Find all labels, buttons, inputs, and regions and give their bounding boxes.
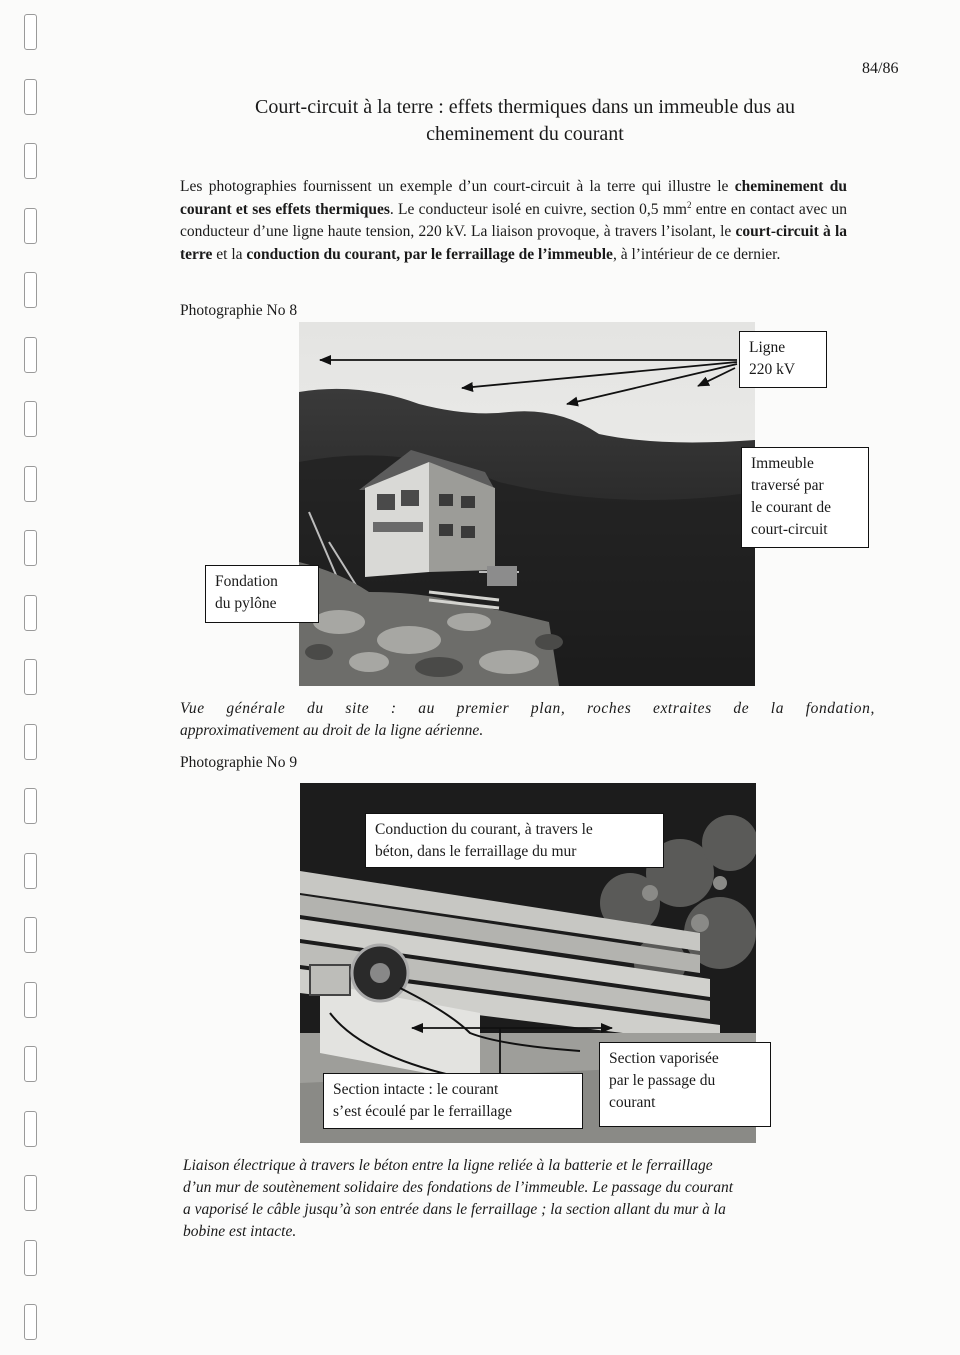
title-line-1: Court-circuit à la terre : effets thermiques dans un immeuble dus au bbox=[254, 96, 796, 118]
callout-vaporized-text-3: courant bbox=[609, 1094, 656, 1111]
callout-building-text-4: court-circuit bbox=[751, 521, 828, 538]
binder-ring bbox=[24, 1111, 37, 1147]
intro-text-4: et la bbox=[212, 245, 247, 263]
photo9-caption-line-4: bobine est intacte. bbox=[183, 1223, 297, 1240]
callout-vaporized-section bbox=[599, 1042, 771, 1127]
binder-ring bbox=[24, 143, 37, 179]
binder-ring bbox=[24, 982, 37, 1018]
callout-intact-text-1: Section intacte : le courant bbox=[333, 1081, 499, 1098]
binder-ring bbox=[24, 788, 37, 824]
page-title bbox=[180, 94, 870, 148]
binder-ring bbox=[24, 853, 37, 889]
binder-ring bbox=[24, 208, 37, 244]
callout-line-220kv bbox=[739, 331, 827, 388]
callout-vaporized-text-1: Section vaporisée bbox=[609, 1050, 719, 1067]
photo8-caption-line-1: Vue générale du site : au premier plan, roches extraites de la fondation, bbox=[180, 700, 875, 717]
binder-ring bbox=[24, 401, 37, 437]
binder-ring bbox=[24, 14, 37, 50]
photo8-caption-line-2: approximativement au droit de la ligne aérienne. bbox=[180, 722, 484, 739]
binder-ring bbox=[24, 1304, 37, 1340]
intro-bold-3: conduction du courant, par le ferraillage de l’immeuble bbox=[246, 245, 613, 263]
callout-foundation bbox=[205, 565, 319, 623]
photo8-caption bbox=[180, 698, 875, 742]
callout-intact-section bbox=[323, 1073, 583, 1129]
binder-ring bbox=[24, 466, 37, 502]
title-line-2: cheminement du courant bbox=[426, 123, 624, 145]
intro-text-3: entre en contact avec un conducteur d’une ligne haute tension, 220 kV. La liaison provoque, à travers l’isolant, le bbox=[180, 200, 847, 240]
intro-text-1: Les photographies fournissent un exemple d’un court-circuit à la terre qui illustre le bbox=[180, 178, 735, 195]
photo9-label: Photographie No 9 bbox=[180, 754, 298, 771]
intro-text-2: . Le conducteur isolé en cuivre, section 0,5 mm bbox=[389, 200, 687, 218]
binder-ring bbox=[24, 79, 37, 115]
photo9-caption-line-1: Liaison électrique à travers le béton entre la ligne reliée à la batterie et le ferraillage bbox=[183, 1157, 713, 1174]
binder-ring bbox=[24, 1240, 37, 1276]
binder-ring bbox=[24, 1046, 37, 1082]
callout-building-text-3: le courant de bbox=[751, 499, 832, 516]
binder-ring bbox=[24, 1175, 37, 1211]
binder-ring bbox=[24, 917, 37, 953]
binder-ring bbox=[24, 337, 37, 373]
page-number: 84/86 bbox=[862, 60, 899, 77]
callout-conduction bbox=[365, 813, 664, 868]
binder-rings bbox=[20, 0, 46, 1355]
callout-building bbox=[741, 447, 869, 548]
callout-foundation-text-1: Fondation bbox=[215, 573, 278, 590]
binder-ring bbox=[24, 595, 37, 631]
callout-foundation-text-2: du pylône bbox=[215, 595, 277, 612]
photo9-caption-line-3: a vaporisé le câble jusqu’à son entrée dans le ferraillage ; la section allant du mur à la bbox=[183, 1201, 726, 1218]
callout-vaporized-text-2: par le passage du bbox=[609, 1072, 716, 1089]
photo8-label: Photographie No 8 bbox=[180, 302, 298, 319]
callout-building-text-1: Immeuble bbox=[751, 455, 814, 472]
callout-building-text-2: traversé par bbox=[751, 477, 824, 494]
binder-ring bbox=[24, 659, 37, 695]
callout-conduction-text-1: Conduction du courant, à travers le bbox=[375, 821, 593, 838]
intro-bold-1: cheminement du courant et ses effets thermiques bbox=[180, 178, 847, 218]
callout-conduction-text-2: béton, dans le ferraillage du mur bbox=[375, 843, 577, 860]
callout-line-text-2: 220 kV bbox=[749, 361, 796, 378]
intro-bold-2: court-circuit à la terre bbox=[180, 223, 848, 263]
binder-ring bbox=[24, 272, 37, 308]
callout-intact-text-2: s’est écoulé par le ferraillage bbox=[333, 1103, 513, 1120]
intro-paragraph bbox=[180, 176, 847, 266]
binder-ring bbox=[24, 530, 37, 566]
intro-text-5: , à l’intérieur de ce dernier. bbox=[612, 245, 781, 263]
callout-line-text-1: Ligne bbox=[749, 339, 786, 356]
photo8-image bbox=[299, 322, 755, 686]
intro-superscript: 2 bbox=[686, 199, 692, 210]
binder-ring bbox=[24, 724, 37, 760]
photo9-caption-line-2: d’un mur de soutènement solidaire des fondations de l’immeuble. Le passage du courant bbox=[183, 1179, 734, 1196]
photo9-caption bbox=[183, 1155, 878, 1243]
